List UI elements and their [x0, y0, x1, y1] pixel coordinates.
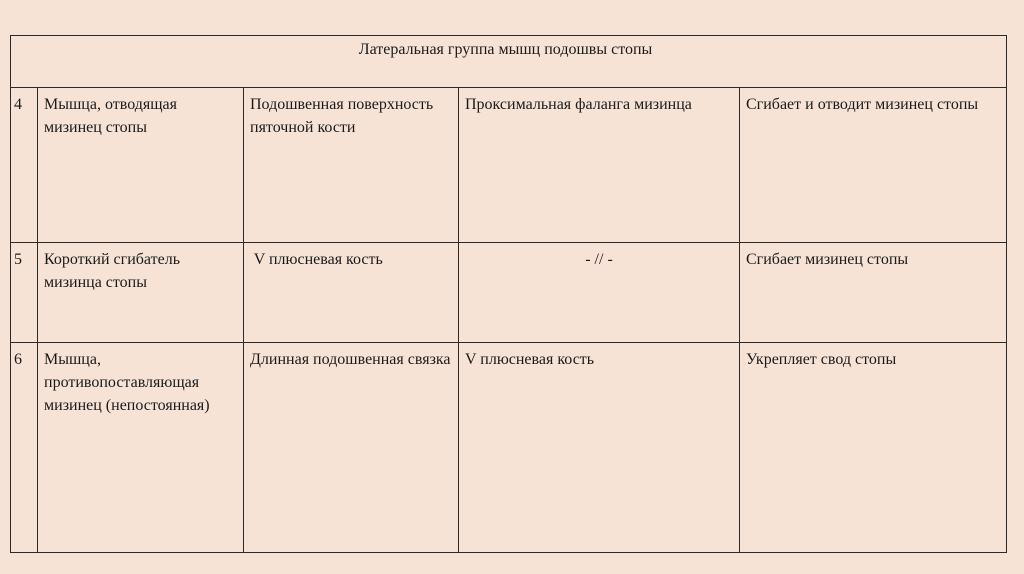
table-title: Латеральная группа мышц подошвы стопы [358, 41, 653, 58]
insertion-cell [459, 88, 740, 243]
table-title-cell [11, 36, 1007, 88]
muscle-origin: V плюсневая кость [250, 251, 383, 268]
origin-cell [244, 243, 459, 343]
muscle-table [10, 35, 1007, 553]
muscle-function: Сгибает и отводит мизинец стопы [746, 96, 979, 113]
muscle-insertion: Проксимальная фаланга мизинца [465, 96, 692, 113]
row-number: 5 [14, 251, 22, 268]
function-cell [740, 343, 1007, 553]
muscle-name: Короткий сгибатель мизинца стопы [44, 251, 180, 291]
table-row [11, 343, 1007, 553]
insertion-cell [459, 243, 740, 343]
muscle-name-cell [38, 343, 244, 553]
row-number-cell [11, 343, 38, 553]
muscle-name: Мышца, отводящая мизинец стопы [44, 96, 178, 136]
table-row [11, 88, 1007, 243]
muscle-origin: Длинная подошвенная связка [250, 351, 451, 368]
function-cell [740, 88, 1007, 243]
row-number-cell [11, 243, 38, 343]
origin-cell [244, 88, 459, 243]
muscle-insertion: - // - [585, 251, 613, 268]
origin-cell [244, 343, 459, 553]
table-title-row [11, 36, 1007, 88]
row-number: 4 [14, 96, 22, 113]
table-row [11, 243, 1007, 343]
muscle-function: Укрепляет свод стопы [746, 351, 897, 368]
row-number-cell [11, 88, 38, 243]
function-cell [740, 243, 1007, 343]
muscle-name: Мышца, противопоставляющая мизинец (непостоянная) [44, 351, 210, 414]
muscle-table-container [10, 35, 1006, 552]
muscle-function: Сгибает мизинец стопы [746, 251, 909, 268]
row-number: 6 [14, 351, 22, 368]
muscle-origin: Подошвенная поверхность пяточной кости [250, 96, 434, 136]
muscle-insertion: V плюсневая кость [465, 351, 595, 368]
muscle-name-cell [38, 243, 244, 343]
insertion-cell [459, 343, 740, 553]
muscle-name-cell [38, 88, 244, 243]
